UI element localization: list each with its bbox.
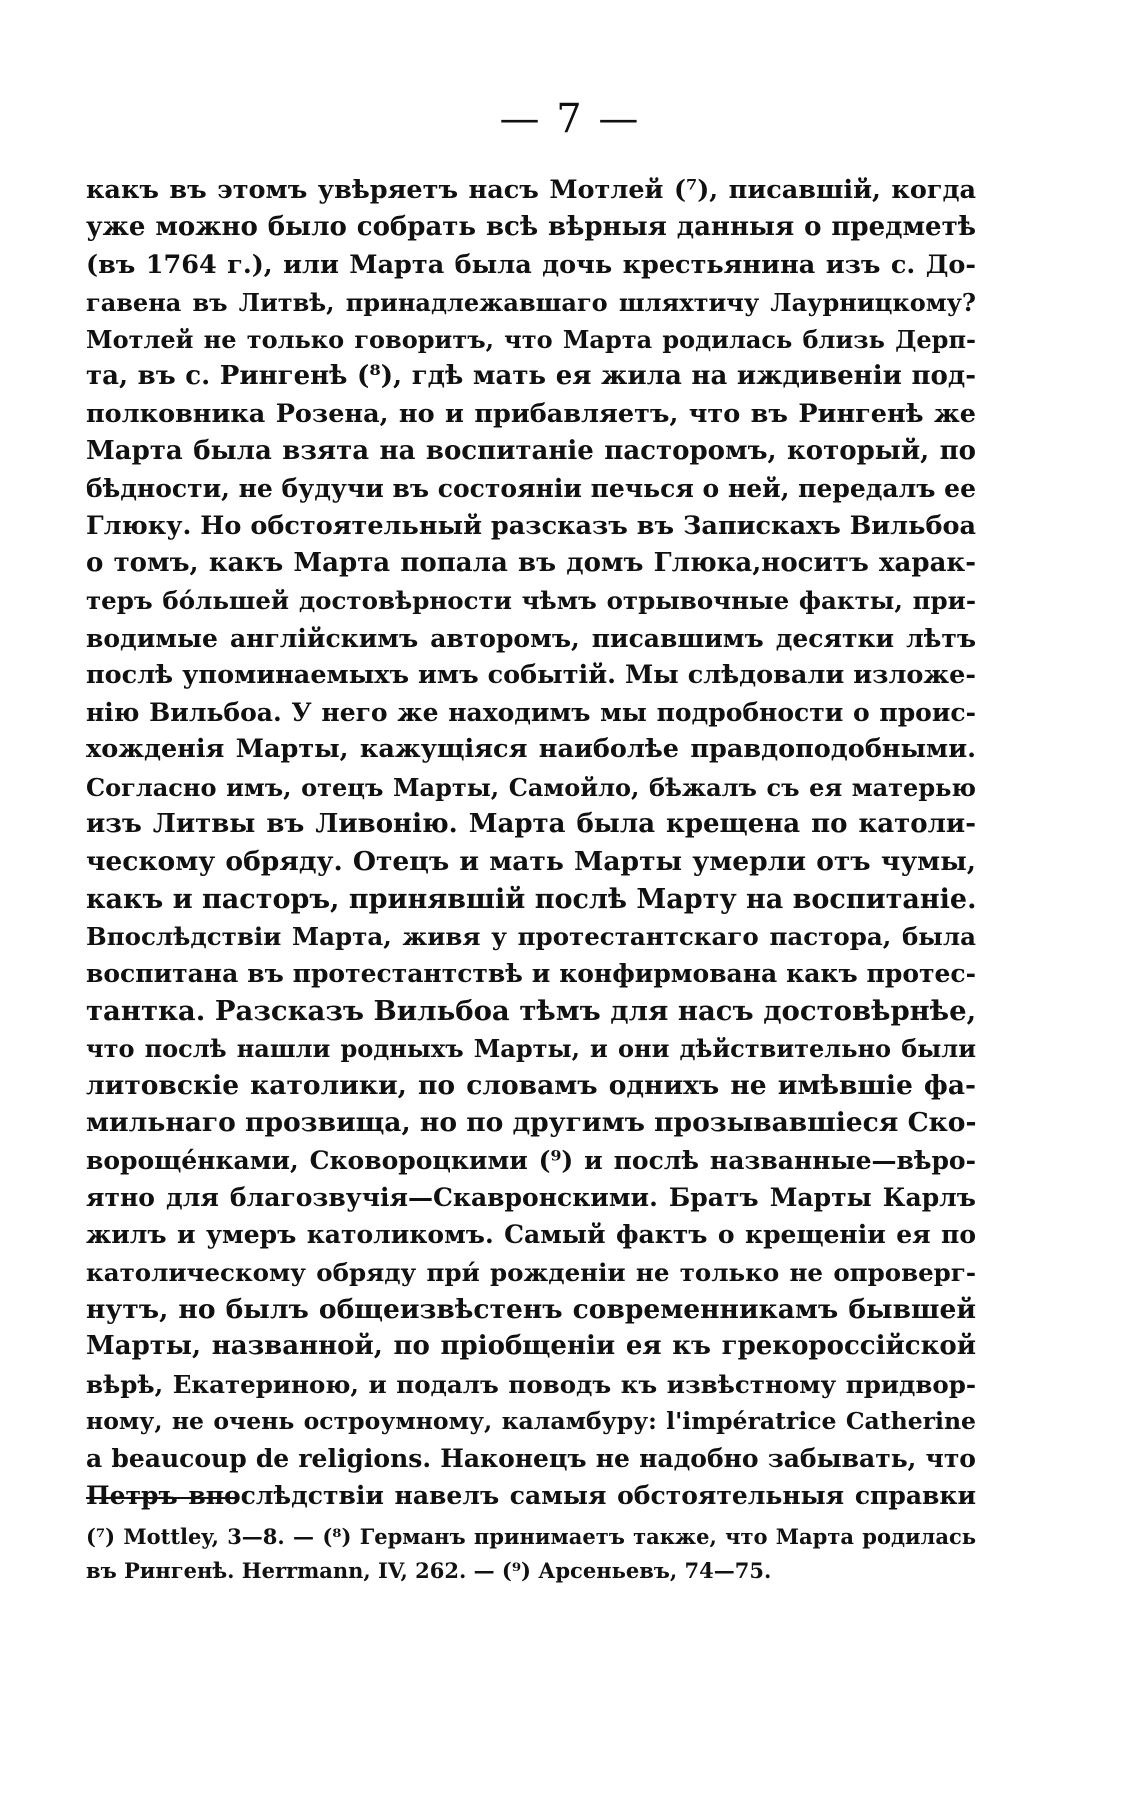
text-line: уже можно было собрать всѣ вѣрныя данныя о предметѣ [86,212,976,243]
footnote-line: въ Рингенѣ. Herrmann, IV, 262. — (⁹) Арсеньевъ, 74—75. [86,1558,772,1583]
text-line: Марты, названной, по пріобщеніи ея къ грекороссійской [86,1331,976,1362]
page-number: — 7 — [499,96,641,142]
text-line: хожденія Марты, кажущіяся наиболѣе правдоподобными. [86,734,976,765]
footnote-divider [86,1497,236,1499]
text-line: бѣдности, не будучи въ состояніи печься о ней, передалъ ее [86,474,976,504]
text-line: о томъ, какъ Марта попала въ домъ Глюка,носитъ харак- [86,547,976,578]
footnotes [86,1520,976,1588]
text-line: гавена въ Литвѣ, принадлежавшаго шляхтичу Лаурницкому? [86,287,976,317]
text-line: a beaucoup de religions. Наконецъ не надобно забывать, что [86,1444,976,1474]
body-text [86,172,976,1515]
text-line: водимые англійскимъ авторомъ, писавшимъ десятки лѣтъ [86,623,976,653]
text-line: вороще́нками, Сковороцкими (⁹) и послѣ названные—вѣро- [86,1145,976,1175]
text-line: послѣ упоминаемыхъ имъ событій. Мы слѣдовали изложе- [86,659,976,690]
text-line: литовскіе католики, по словамъ однихъ не имѣвшіе фа- [86,1070,976,1102]
text-line: какъ и пасторъ, принявшій послѣ Марту на воспитаніе. [86,883,977,915]
footnote-line: (⁷) Mottley, 3—8. — (⁸) Германъ принимаетъ также, что Марта родилась [86,1524,976,1549]
text-line: католическому обряду при́ рожденіи не только не опроверг- [86,1257,976,1287]
text-line: теръ бо́льшей достовѣрности чѣмъ отрывочные факты, при- [86,586,976,616]
text-line: Впослѣдствіи Марта, живя у протестантскаго пастора, была [86,921,976,951]
text-line: вѣрѣ, Екатериною, и подалъ поводъ къ извѣстному придвор- [86,1369,976,1399]
text-line: Глюку. Но обстоятельный разсказъ въ Запискахъ Вильбоа [86,510,976,541]
text-line: Марта была взята на воспитаніе пасторомъ, который, по [86,436,976,467]
text-line: (въ 1764 г.), или Марта была дочь крестьянина изъ с. До- [86,249,976,280]
text-line: жилъ и умеръ католикомъ. Самый фактъ о крещеніи ея по [86,1220,976,1250]
text-line: изъ Литвы въ Ливонію. Марта была крещена по католи- [86,809,976,840]
text-line: ному, не очень остроумному, каламбуру: l'impératrice Catherine [86,1406,976,1435]
text-line: Петръ впослѣдствіи навелъ самыя обстоятельныя справки [86,1481,976,1511]
text-line: Мотлей не только говоритъ, что Марта родилась близь Дерп- [86,325,976,355]
text-line: нутъ, но былъ общеизвѣстенъ современникамъ бывшей [86,1293,976,1325]
text-line: ческому обряду. Отецъ и мать Марты умерли отъ чумы, [86,846,976,878]
text-line: Согласно имъ, отецъ Марты, Самойло, бѣжалъ съ ея матерью [86,772,976,802]
text-line: ятно для благозвучія—Скавронскими. Братъ Марты Карлъ [86,1183,976,1213]
text-line: полковника Розена, но и прибавляетъ, что въ Рингенѣ же [86,398,976,429]
text-line: какъ въ этомъ увѣряетъ насъ Мотлей (⁷), писавшій, когда [86,175,976,205]
text-line: что послѣ нашли родныхъ Марты, и они дѣйствительно были [86,1033,976,1063]
text-line: тантка. Разсказъ Вильбоа тѣмъ для насъ достовѣрнѣе, [86,994,977,1027]
text-line: воспитана въ протестантствѣ и конфирмована какъ протес- [86,959,976,989]
text-line: та, въ с. Рингенѣ (⁸), гдѣ мать ея жила на иждивеніи под- [86,361,976,392]
text-line: мильнаго прозвища, но по другимъ прозывавшіеся Ско- [86,1107,977,1139]
text-line: нію Вильбоа. У него же находимъ мы подробности о проис- [86,698,976,728]
